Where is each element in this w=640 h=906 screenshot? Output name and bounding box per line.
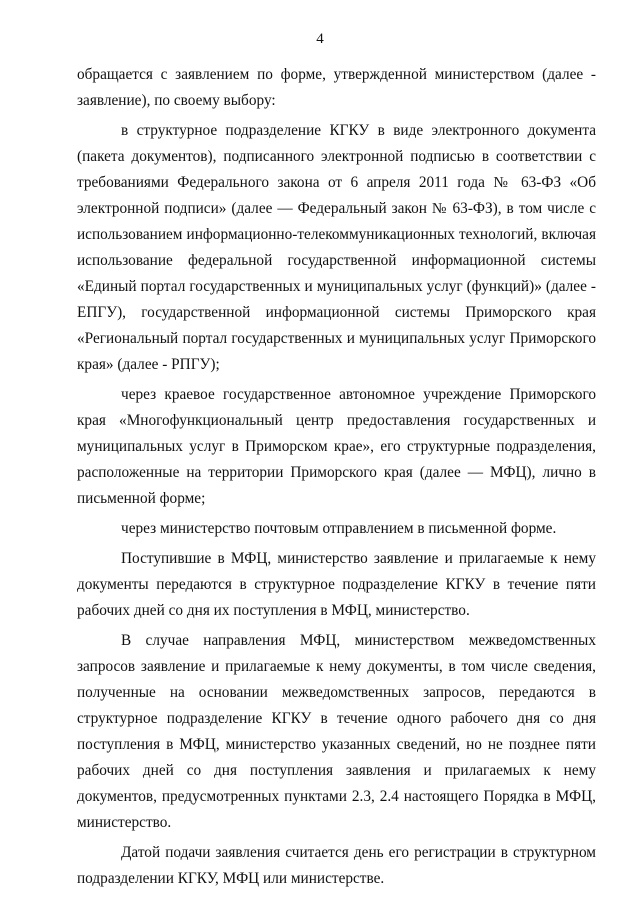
paragraph-submission-date: Датой подачи заявления считается день его регистрации в структурном подразделении КГКУ, МФЦ или министерстве. <box>77 844 596 887</box>
page-number: 4 <box>316 31 324 47</box>
paragraph-electronic-submission: в структурное подразделение КГКУ в виде электронного документа (пакета документов), подписанного электронной подписью в соответствии с требованиями Федерального закона от 6 апреля 2011 года № 63-ФЗ «Об электронной подписи» (далее — Федеральный закон № 63-ФЗ), в том числе с использованием информационно-телекоммуникационных технологий, включая использование федеральной государственной информационной системы «Единый портал государственных и муниципальных услуг (функций)» (далее - ЕПГУ), государственной информационной системы Приморского края «Региональный портал государственных и муниципальных услуг Приморского края» (далее - РПГУ); <box>77 122 596 373</box>
paragraph-postal-submission: через министерство почтовым отправлением в письменной форме. <box>121 520 557 537</box>
paragraph-interagency-requests: В случае направления МФЦ, министерством межведомственных запросов заявление и прилагаемые к нему документы, в том числе сведения, полученные на основании межведомственных запросов, передаются в структурное подразделение КГКУ в течение одного рабочего дня со дня поступления в МФЦ, министерство указанных сведений, но не позднее пяти рабочих дней со дня поступления заявления и прилагаемых к нему документов, предусмотренных пунктами 2.3, 2.4 настоящего Порядка в МФЦ, министерство. <box>77 632 596 831</box>
paragraph-continuation: обращается с заявлением по форме, утвержденной министерством (далее - заявление), по своему выбору: <box>77 66 596 109</box>
paragraph-transfer-term: Поступившие в МФЦ, министерство заявление и прилагаемые к нему документы передаются в структурное подразделение КГКУ в течение пяти рабочих дней со дня их поступления в МФЦ, министерство. <box>77 550 596 619</box>
document-body <box>77 62 596 892</box>
paragraph-mfc-submission: через краевое государственное автономное учреждение Приморского края «Многофункциональный центр предоставления государственных и муниципальных услуг в Приморском крае», его структурные подразделения, расположенные на территории Приморского края (далее — МФЦ), лично в письменной форме; <box>77 386 596 507</box>
